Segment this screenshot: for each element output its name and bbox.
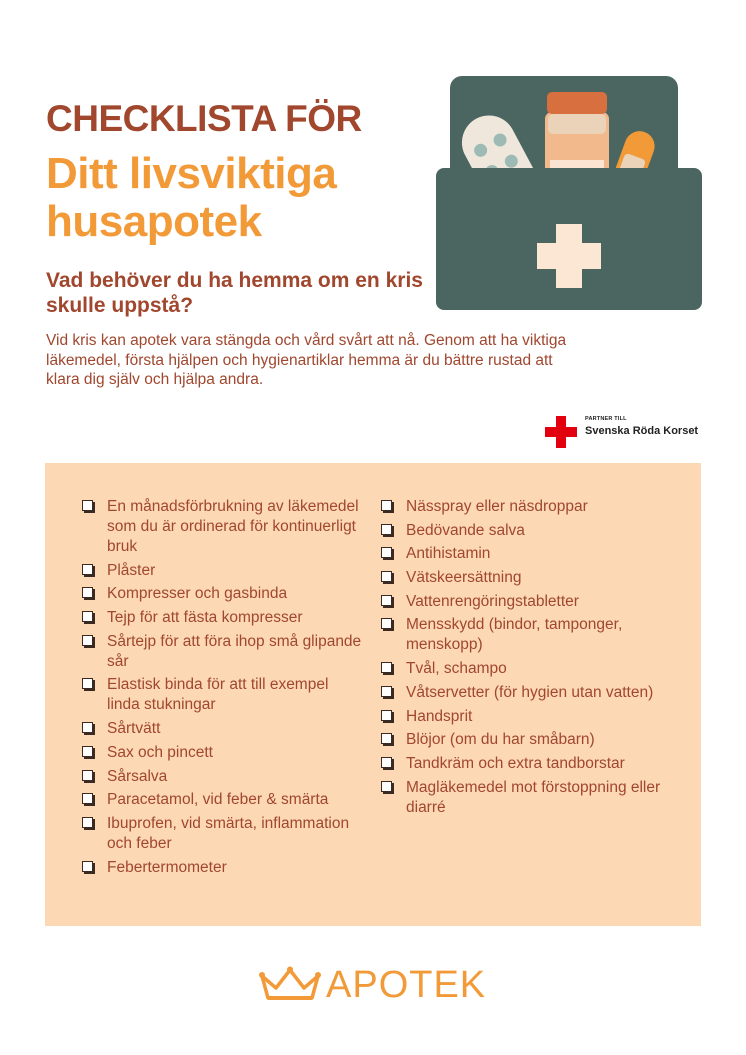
checklist-item[interactable] bbox=[381, 568, 671, 588]
checkbox-icon[interactable] bbox=[82, 722, 93, 733]
checkbox-icon[interactable] bbox=[381, 500, 392, 511]
brand-name: APOTEK bbox=[326, 964, 487, 1006]
checklist-column-right bbox=[381, 497, 671, 821]
checkbox-icon[interactable] bbox=[82, 564, 93, 575]
checkbox-icon[interactable] bbox=[381, 547, 392, 558]
checkbox-icon[interactable] bbox=[381, 595, 392, 606]
checklist-item[interactable] bbox=[381, 754, 671, 774]
checkbox-icon[interactable] bbox=[381, 662, 392, 673]
checkbox-icon[interactable] bbox=[381, 618, 392, 629]
checkbox-icon[interactable] bbox=[82, 611, 93, 622]
checklist-item[interactable] bbox=[381, 707, 671, 727]
checklist-item[interactable] bbox=[381, 521, 671, 541]
checkbox-icon[interactable] bbox=[82, 678, 93, 689]
checklist-item-label: Antihistamin bbox=[406, 545, 491, 563]
checklist-item-label: Tvål, schampo bbox=[406, 660, 507, 678]
checkbox-icon[interactable] bbox=[381, 710, 392, 721]
checklist-item[interactable] bbox=[82, 858, 362, 878]
checklist-item-label: Ibuprofen, vid smärta, inflammation och feber bbox=[107, 814, 350, 852]
checkbox-icon[interactable] bbox=[381, 757, 392, 768]
checklist-item[interactable] bbox=[82, 608, 362, 628]
checklist-item-label: Kompresser och gasbinda bbox=[107, 585, 288, 603]
checklist-item[interactable] bbox=[82, 632, 362, 672]
checklist-item-label: Sax och pincett bbox=[107, 743, 213, 761]
checklist-item-label: Våtservetter (för hygien utan vatten) bbox=[406, 683, 654, 701]
crown-icon bbox=[258, 966, 322, 1004]
checkbox-icon[interactable] bbox=[381, 781, 392, 792]
title-line-2: Ditt livsviktiga husapotek bbox=[46, 149, 337, 246]
checklist-item[interactable] bbox=[82, 497, 362, 557]
checklist-item[interactable] bbox=[82, 584, 362, 604]
checklist-item-label: Bedövande salva bbox=[406, 521, 525, 539]
checklist-item-label: Vattenrengöringstabletter bbox=[406, 592, 579, 610]
checklist-item-label: Vätskeersättning bbox=[406, 569, 522, 587]
checklist-panel bbox=[45, 463, 701, 926]
checkbox-icon[interactable] bbox=[82, 635, 93, 646]
partner-label: PARTNER TILL bbox=[585, 416, 627, 422]
intro-text: Vid kris kan apotek vara stängda och vård svårt att nå. Genom att ha viktiga läkemedel, första hjälpen och hygienartiklar hemma är du bättre rustad att klara dig själv och hjälpa andra. bbox=[46, 332, 567, 388]
checkbox-icon[interactable] bbox=[381, 733, 392, 744]
checklist-item-label: Paracetamol, vid feber & smärta bbox=[107, 791, 329, 809]
checkbox-icon[interactable] bbox=[82, 793, 93, 804]
checkbox-icon[interactable] bbox=[381, 571, 392, 582]
checklist-item[interactable] bbox=[82, 561, 362, 581]
checklist-item[interactable] bbox=[381, 730, 671, 750]
checklist-item[interactable] bbox=[82, 675, 362, 715]
checklist-item[interactable] bbox=[82, 790, 362, 810]
checklist-item-label: Sårtvätt bbox=[107, 720, 161, 738]
checklist-item[interactable] bbox=[381, 592, 671, 612]
checkbox-icon[interactable] bbox=[82, 817, 93, 828]
checklist-item[interactable] bbox=[381, 544, 671, 564]
checklist-item[interactable] bbox=[82, 814, 362, 854]
checklist-item[interactable] bbox=[381, 778, 671, 818]
checklist-item-label: En månadsförbrukning av läkemedel som du är ordinerad för kontinuerligt bruk bbox=[107, 498, 359, 555]
checklist-item-label: Plåster bbox=[107, 561, 156, 579]
checkbox-icon[interactable] bbox=[82, 770, 93, 781]
apotek-logo bbox=[258, 962, 498, 1010]
checkbox-icon[interactable] bbox=[82, 587, 93, 598]
checklist-item-label: Handsprit bbox=[406, 707, 473, 725]
checklist-item-label: Sårtejp för att föra ihop små glipande sår bbox=[107, 632, 362, 670]
checklist-item-label: Tandkräm och extra tandborstar bbox=[406, 754, 625, 772]
checklist-item[interactable] bbox=[381, 683, 671, 703]
checklist-item[interactable] bbox=[82, 767, 362, 787]
checkbox-icon[interactable] bbox=[381, 686, 392, 697]
checklist-item-label: Sårsalva bbox=[107, 767, 168, 785]
checklist-item-label: Magläkemedel mot förstoppning eller diarré bbox=[406, 778, 661, 816]
checklist-item-label: Elastisk binda för att till exempel linda stukningar bbox=[107, 676, 329, 714]
checklist-item-label: Blöjor (om du har småbarn) bbox=[406, 731, 595, 749]
checklist-item[interactable] bbox=[381, 615, 671, 655]
checklist-item[interactable] bbox=[381, 497, 671, 517]
checkbox-icon[interactable] bbox=[381, 524, 392, 535]
partner-name: Svenska Röda Korset bbox=[585, 425, 699, 437]
checklist-item[interactable] bbox=[82, 719, 362, 739]
checklist-item-label: Nässpray eller näsdroppar bbox=[406, 498, 588, 515]
first-aid-kit-icon bbox=[436, 74, 702, 310]
checklist-column-left bbox=[82, 497, 362, 881]
checklist-item[interactable] bbox=[82, 743, 362, 763]
checklist-item-label: Febertermometer bbox=[107, 858, 227, 876]
subheading: Vad behöver du ha hemma om en kris skulle uppstå? bbox=[46, 269, 423, 317]
checklist-item[interactable] bbox=[381, 659, 671, 679]
checkbox-icon[interactable] bbox=[82, 500, 93, 511]
checkbox-icon[interactable] bbox=[82, 746, 93, 757]
title-line-1: CHECKLISTA FÖR bbox=[46, 98, 362, 139]
checkbox-icon[interactable] bbox=[82, 861, 93, 872]
partner-badge bbox=[545, 414, 705, 448]
checklist-item-label: Tejp för att fästa kompresser bbox=[107, 609, 303, 627]
checklist-item-label: Mensskydd (bindor, tamponger, menskopp) bbox=[406, 616, 623, 654]
red-cross-icon bbox=[545, 416, 577, 448]
